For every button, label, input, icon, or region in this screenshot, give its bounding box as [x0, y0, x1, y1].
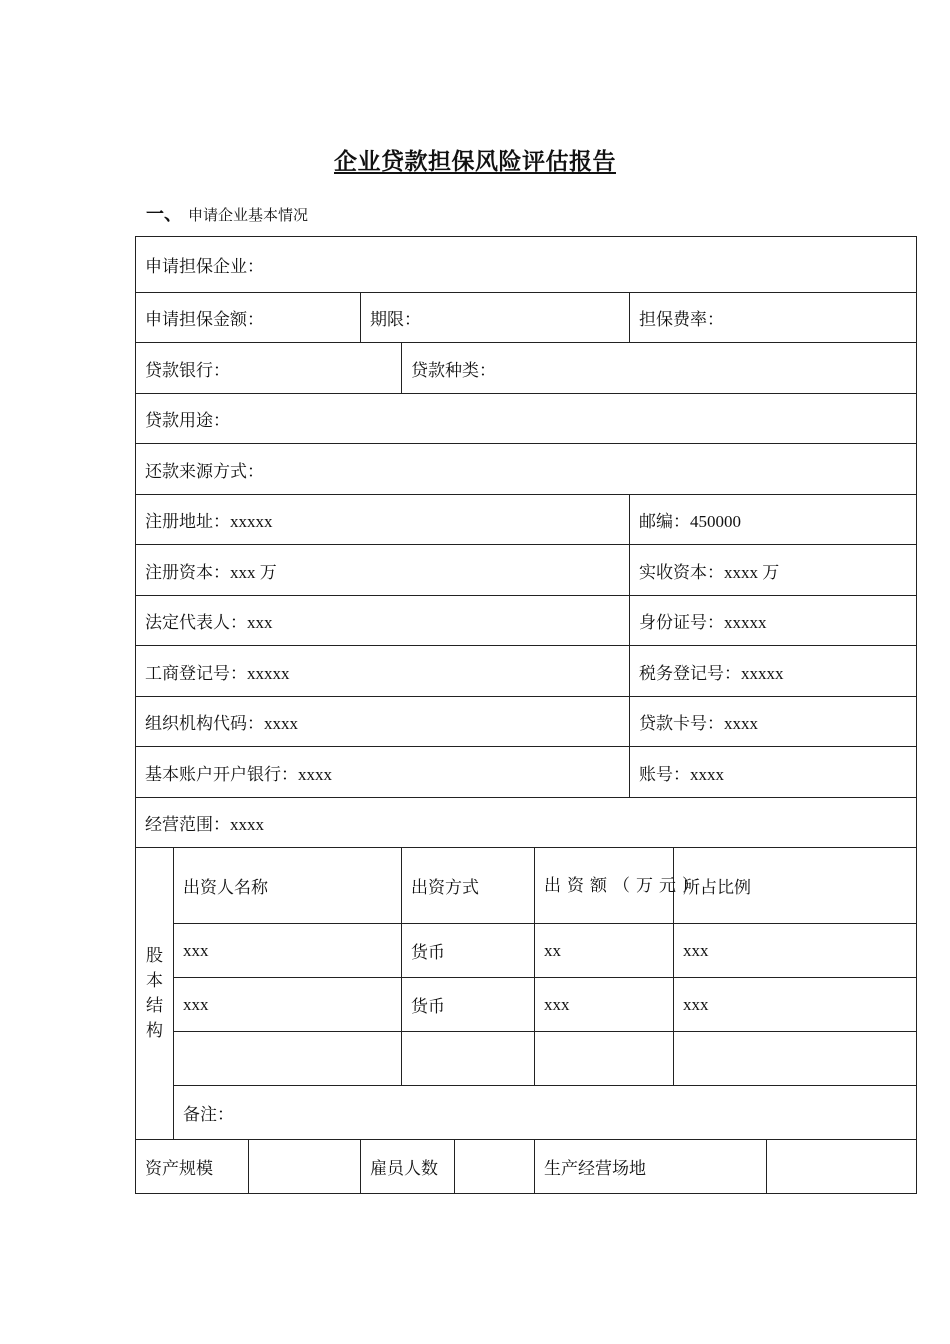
equity-note-row: [136, 1086, 917, 1140]
assets-label: 资产规模: [136, 1140, 249, 1194]
tax-reg-cell[interactable]: [630, 646, 917, 697]
paid-capital-value: xxxx 万: [724, 562, 780, 582]
biz-reg-label: 工商登记号：: [145, 663, 247, 684]
amount-label: 申请担保金额：: [145, 310, 264, 330]
legal-rep-value: xxx: [247, 613, 273, 632]
loan-card-cell[interactable]: [630, 697, 917, 747]
share-ratio[interactable]: xxx: [674, 978, 917, 1032]
investor-name[interactable]: [174, 1032, 402, 1086]
id-value: xxxxx: [724, 613, 767, 632]
reg-address-label: 注册地址：: [145, 512, 230, 532]
equity-header-method: 出资方式: [402, 848, 535, 924]
reg-address-cell[interactable]: [136, 495, 630, 545]
biz-reg-cell[interactable]: [136, 646, 630, 697]
reg-capital-label: 注册资本：: [145, 562, 230, 583]
row-org-code: [136, 697, 917, 747]
scope-cell[interactable]: [136, 798, 917, 848]
reg-address-value: xxxxx: [230, 512, 273, 531]
site-label: 生产经营场地: [535, 1140, 767, 1194]
reg-capital-cell[interactable]: [136, 545, 630, 596]
postcode-label: 邮编：: [639, 512, 690, 532]
employees-label: 雇员人数: [361, 1140, 455, 1194]
loan-card-label: 贷款卡号：: [639, 714, 724, 734]
bank-label: 贷款银行：: [145, 360, 230, 381]
equity-side-label: 股 本 结 构: [136, 848, 174, 1140]
basic-bank-cell[interactable]: [136, 747, 630, 798]
investment-method[interactable]: [402, 1032, 535, 1086]
tax-reg-label: 税务登记号：: [639, 663, 741, 684]
amount-cell[interactable]: [136, 293, 361, 343]
equity-header-investor: 出资人名称: [174, 848, 402, 924]
equity-header-row: [136, 848, 917, 924]
postcode-value: 450000: [690, 512, 741, 531]
basic-bank-label: 基本账户开户银行：: [145, 764, 298, 785]
equity-header-ratio: 所占比例: [674, 848, 917, 924]
legal-rep-cell[interactable]: [136, 596, 630, 646]
section-number: 一、: [146, 204, 182, 225]
row-applicant: [136, 237, 917, 293]
org-code-value: xxxx: [264, 714, 298, 733]
assets-value-cell[interactable]: [249, 1140, 361, 1194]
tax-reg-value: xxxxx: [741, 663, 784, 683]
investor-name[interactable]: xxx: [174, 978, 402, 1032]
id-cell[interactable]: [630, 596, 917, 646]
paid-capital-label: 实收资本：: [639, 562, 724, 583]
purpose-label: 贷款用途：: [145, 411, 230, 431]
row-bank: [136, 343, 917, 394]
rate-cell[interactable]: [630, 293, 917, 343]
org-code-label: 组织机构代码：: [145, 714, 264, 734]
equity-header-amount: 出资额（万元）: [535, 848, 674, 924]
share-ratio[interactable]: [674, 1032, 917, 1086]
repayment-label: 还款来源方式：: [145, 461, 264, 482]
row-reg-address: [136, 495, 917, 545]
term-label: 期限：: [370, 310, 421, 330]
equity-note-label: 备注：: [183, 1105, 234, 1125]
scope-label: 经营范围：: [145, 815, 230, 835]
reg-capital-value: xxx 万: [230, 562, 277, 582]
legal-rep-label: 法定代表人：: [145, 613, 247, 633]
repayment-cell[interactable]: [136, 444, 917, 495]
row-purpose: [136, 394, 917, 444]
row-scale: [136, 1140, 917, 1194]
row-basic-bank: [136, 747, 917, 798]
loan-type-label: 贷款种类：: [411, 360, 496, 381]
biz-reg-value: xxxxx: [247, 663, 290, 683]
row-repayment: [136, 444, 917, 495]
site-value-cell[interactable]: [767, 1140, 917, 1194]
org-code-cell[interactable]: [136, 697, 630, 747]
scope-value: xxxx: [230, 815, 264, 834]
document-title: 企业贷款担保风险评估报告: [334, 148, 616, 175]
equity-note-cell[interactable]: [174, 1086, 917, 1140]
investment-amount[interactable]: xx: [535, 924, 674, 978]
row-registration: [136, 646, 917, 697]
basic-bank-value: xxxx: [298, 764, 332, 784]
section-title: 申请企业基本情况: [188, 206, 309, 224]
loan-card-value: xxxx: [724, 714, 758, 733]
section-heading: [146, 200, 308, 226]
table-row: [136, 978, 917, 1032]
row-capital: [136, 545, 917, 596]
investment-amount[interactable]: [535, 1032, 674, 1086]
row-amount: [136, 293, 917, 343]
table-row: [136, 1032, 917, 1086]
investor-name[interactable]: xxx: [174, 924, 402, 978]
applicant-label: 申请担保企业：: [145, 257, 264, 277]
table-row: [136, 924, 917, 978]
row-scope: [136, 798, 917, 848]
investment-amount[interactable]: xxx: [535, 978, 674, 1032]
investment-method[interactable]: 货币: [402, 978, 535, 1032]
account-cell[interactable]: [630, 747, 917, 798]
row-legal-rep: [136, 596, 917, 646]
account-value: xxxx: [690, 764, 724, 784]
investment-method[interactable]: 货币: [402, 924, 535, 978]
id-label: 身份证号：: [639, 613, 724, 633]
application-form-table: [135, 236, 917, 1194]
term-cell[interactable]: [361, 293, 630, 343]
share-ratio[interactable]: xxx: [674, 924, 917, 978]
purpose-cell[interactable]: [136, 394, 917, 444]
loan-type-cell[interactable]: [402, 343, 917, 394]
paid-capital-cell[interactable]: [630, 545, 917, 596]
applicant-cell[interactable]: [136, 237, 917, 293]
bank-cell[interactable]: [136, 343, 402, 394]
postcode-cell[interactable]: [630, 495, 917, 545]
employees-value-cell[interactable]: [455, 1140, 535, 1194]
account-label: 账号：: [639, 764, 690, 785]
rate-label: 担保费率：: [639, 310, 724, 330]
